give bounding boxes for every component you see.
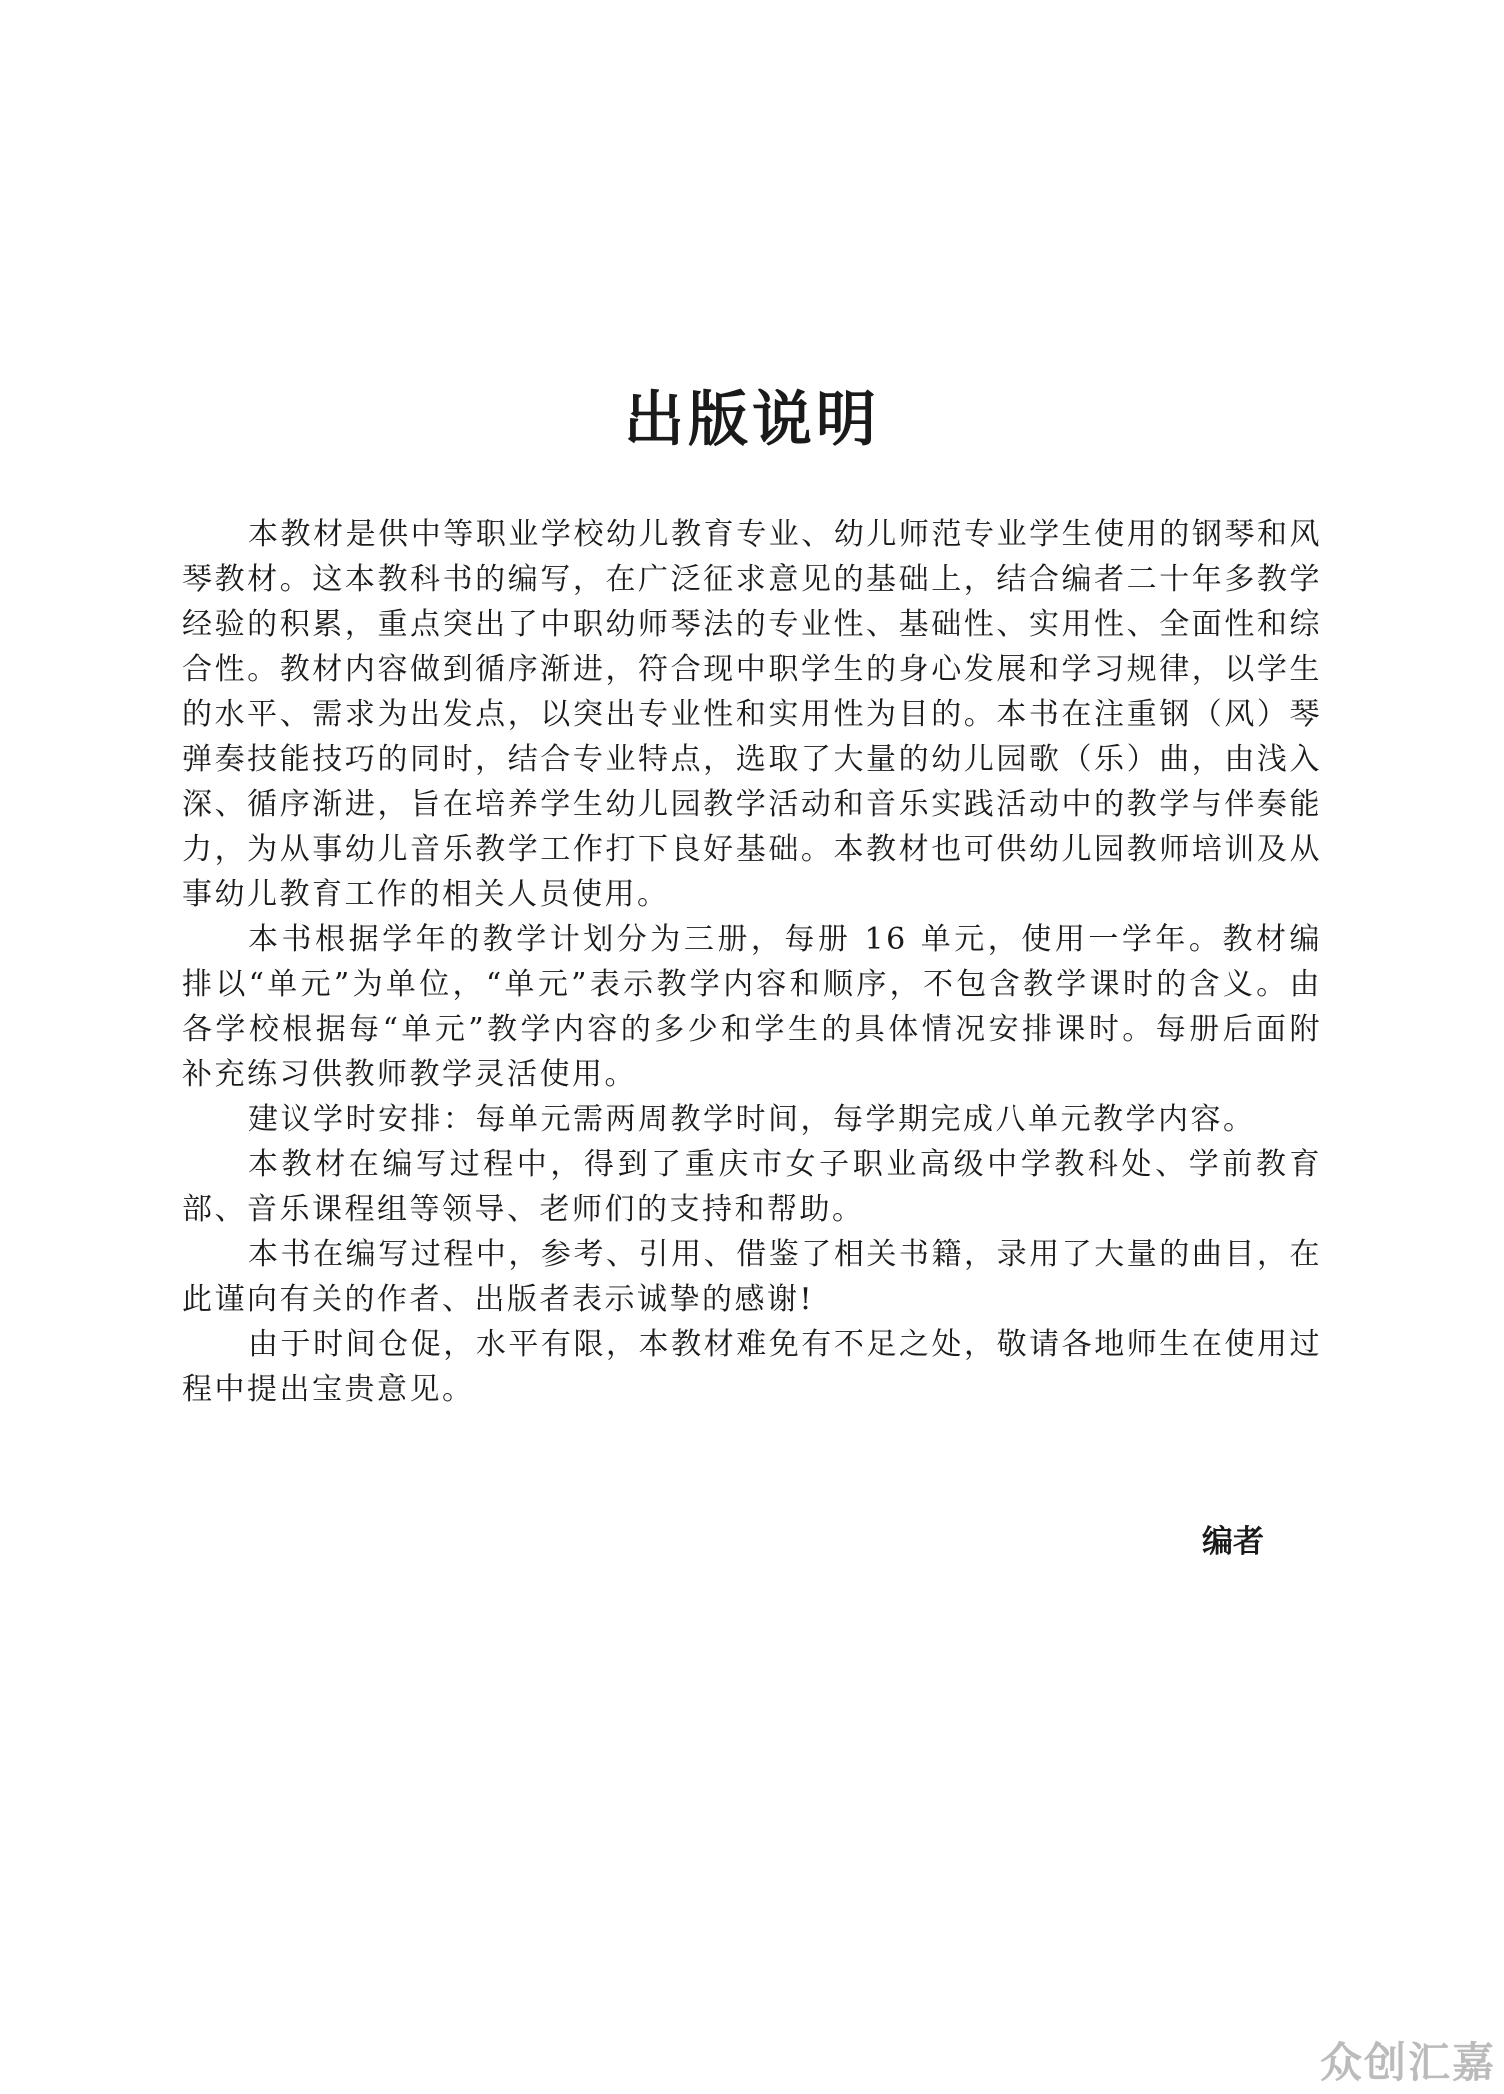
paragraph: 本书根据学年的教学计划分为三册，每册 16 单元，使用一学年。教材编排以“单元”为单位，“单元”表示教学内容和顺序，不包含教学课时的含义。由各学校根据每“单元”教学内容的多少和学生的具体情况安排课时。每册后面附补充练习供教师教学灵活使用。 xyxy=(182,922,1322,1092)
paragraph: 由于时间仓促，水平有限，本教材难免有不足之处，敬请各地师生在使用过程中提出宝贵意见。 xyxy=(182,1327,1322,1407)
page-title: 出版说明 xyxy=(624,385,880,456)
paragraph: 建议学时安排：每单元需两周教学时间，每学期完成八单元教学内容。 xyxy=(248,1102,1256,1137)
watermark-logo: 众创汇嘉 xyxy=(1319,2038,1496,2087)
paragraph: 本教材在编写过程中，得到了重庆市女子职业高级中学教科处、学前教育部、音乐课程组等领导、老师们的支持和帮助。 xyxy=(182,1147,1322,1227)
signature: 编者 xyxy=(1202,1524,1264,1560)
document-body xyxy=(182,512,1322,1412)
paragraph: 本教材是供中等职业学校幼儿教育专业、幼儿师范专业学生使用的钢琴和风琴教材。这本教科书的编写，在广泛征求意见的基础上，结合编者二十年多教学经验的积累，重点突出了中职幼师琴法的专业性、基础性、实用性、全面性和综合性。教材内容做到循序渐进，符合现中职学生的身心发展和学习规律，以学生的水平、需求为出发点，以突出专业性和实用性为目的。本书在注重钢（风）琴弹奏技能技巧的同时，结合专业特点，选取了大量的幼儿园歌（乐）曲，由浅入深、循序渐进，旨在培养学生幼儿园教学活动和音乐实践活动中的教学与伴奏能力，为从事幼儿音乐教学工作打下良好基础。本教材也可供幼儿园教师培训及从事幼儿教育工作的相关人员使用。 xyxy=(182,517,1322,912)
paragraph: 本书在编写过程中，参考、引用、借鉴了相关书籍，录用了大量的曲目，在此谨向有关的作者、出版者表示诚挚的感谢! xyxy=(182,1237,1322,1317)
